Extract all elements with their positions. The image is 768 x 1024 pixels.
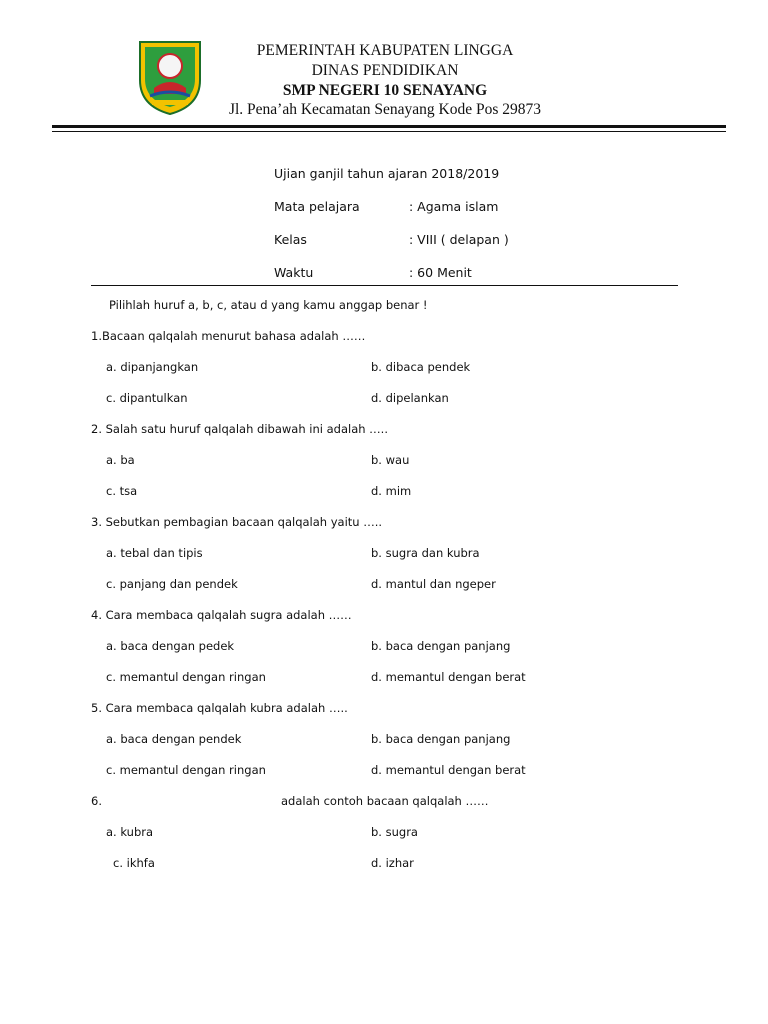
letterhead-divider-thin [52, 131, 726, 132]
question-text: 4. Cara membaca qalqalah sugra adalah …… [91, 608, 352, 622]
option-a: a. baca dengan pedek [106, 639, 235, 653]
instruction: Pilihlah huruf a, b, c, atau d yang kamu anggap benar ! [109, 298, 428, 312]
option-d: d. dipelankan [371, 391, 449, 405]
header-address: Jl. Pena’ah Kecamatan Senayang Kode Pos 29873 [228, 101, 542, 118]
option-d: d. memantul dengan berat [371, 670, 526, 684]
meta-value-class: : VIII ( delapan ) [409, 232, 509, 247]
meta-divider [91, 285, 678, 286]
question-text: adalah contoh bacaan qalqalah …… [281, 794, 489, 808]
meta-value-subject: : Agama islam [409, 199, 499, 214]
option-d: d. izhar [371, 856, 414, 870]
letterhead-divider-thick [52, 125, 726, 128]
option-c: c. ikhfa [113, 856, 155, 870]
option-d: d. mantul dan ngeper [371, 577, 496, 591]
option-c: c. dipantulkan [106, 391, 188, 405]
option-a: a. kubra [106, 825, 154, 839]
option-b: b. wau [371, 453, 410, 467]
meta-label-time: Waktu [274, 265, 314, 280]
question-text: 1.Bacaan qalqalah menurut bahasa adalah …… [91, 329, 366, 343]
option-b: b. sugra [371, 825, 418, 839]
exam-title: Ujian ganjil tahun ajaran 2018/2019 [274, 166, 500, 181]
option-b: b. baca dengan panjang [371, 732, 511, 746]
option-c: c. memantul dengan ringan [106, 670, 266, 684]
question-text: 5. Cara membaca qalqalah kubra adalah ….. [91, 701, 348, 715]
option-a: a. tebal dan tipis [106, 546, 203, 560]
header-school-name: SMP NEGERI 10 SENAYANG [282, 82, 488, 99]
meta-label-subject: Mata pelajara [274, 199, 360, 214]
question-number: 6. [91, 794, 102, 808]
meta-value-time: : 60 Menit [409, 265, 472, 280]
meta-label-class: Kelas [274, 232, 307, 247]
option-b: b. dibaca pendek [371, 360, 471, 374]
option-c: c. memantul dengan ringan [106, 763, 266, 777]
header-government: PEMERINTAH KABUPATEN LINGGA [256, 42, 514, 59]
question-text: 2. Salah satu huruf qalqalah dibawah ini adalah ….. [91, 422, 388, 436]
option-b: b. baca dengan panjang [371, 639, 511, 653]
option-c: c. tsa [106, 484, 138, 498]
option-b: b. sugra dan kubra [371, 546, 480, 560]
option-d: d. mim [371, 484, 412, 498]
option-a: a. baca dengan pendek [106, 732, 242, 746]
option-c: c. panjang dan pendek [106, 577, 238, 591]
regency-seal-logo [132, 36, 208, 116]
option-d: d. memantul dengan berat [371, 763, 526, 777]
header-department: DINAS PENDIDIKAN [311, 62, 459, 79]
option-a: a. dipanjangkan [106, 360, 199, 374]
question-text: 3. Sebutkan pembagian bacaan qalqalah yaitu ….. [91, 515, 383, 529]
option-a: a. ba [106, 453, 135, 467]
